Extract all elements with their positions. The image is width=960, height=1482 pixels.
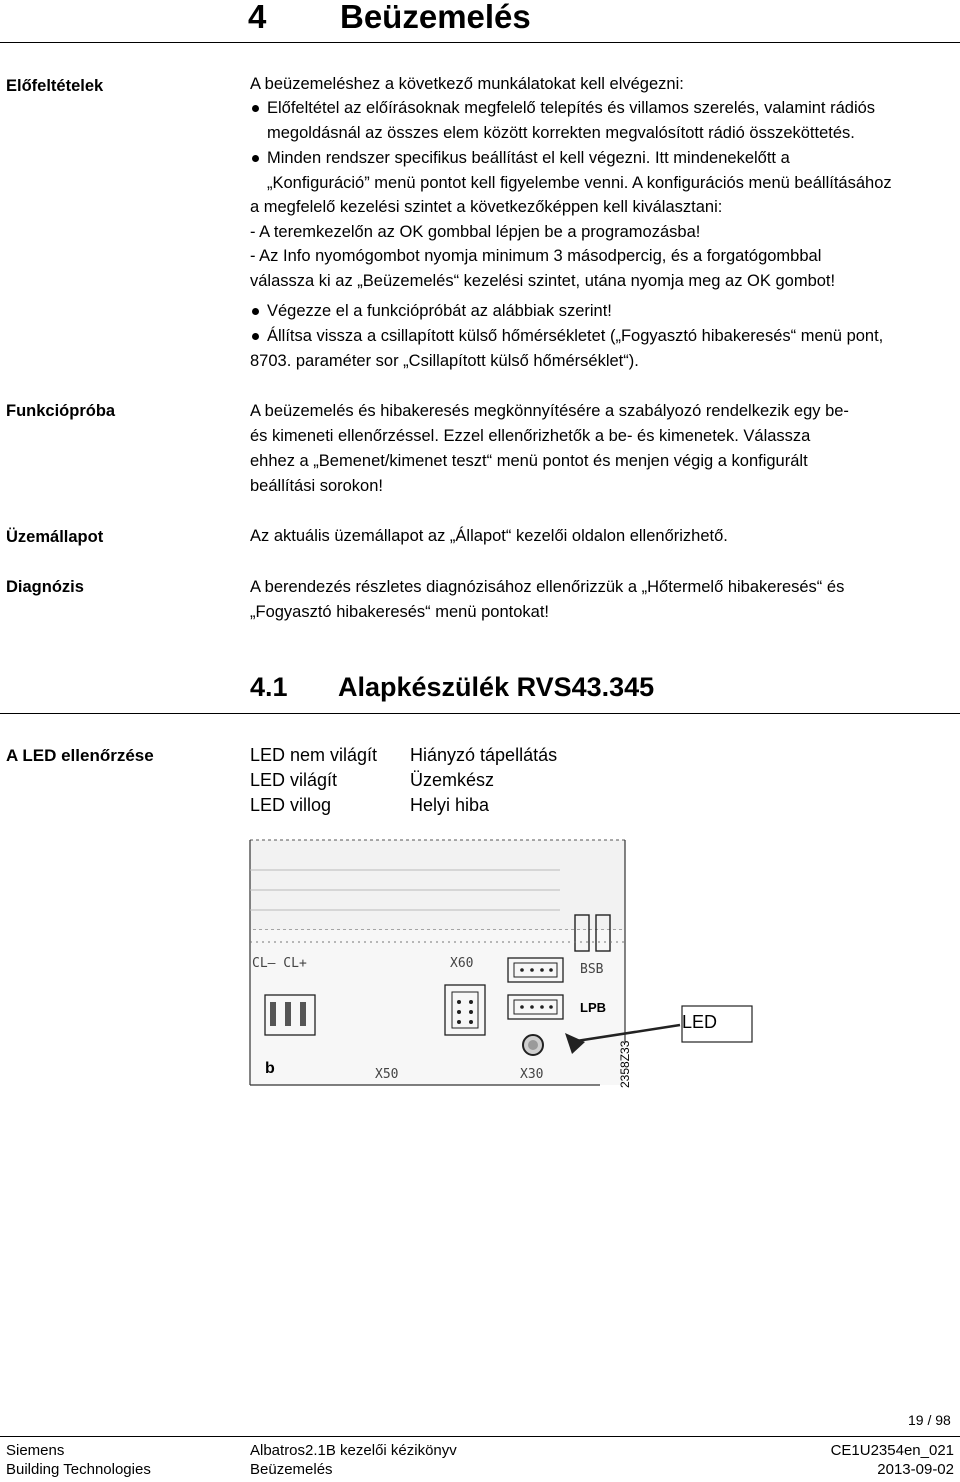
x60-label: X60 <box>450 956 474 971</box>
section-divider <box>0 713 960 714</box>
led-check-label: A LED ellenőrzése <box>6 746 154 765</box>
housing-top-region <box>250 840 625 930</box>
footer-division: Building Technologies <box>6 1461 151 1478</box>
prerequisites-intro: A beüzemeléshez a következő munkálatokat kell elvégezni: <box>250 75 684 93</box>
led-meaning-2: Üzemkész <box>410 770 495 790</box>
function-test-line-3: ehhez a „Bemenet/kimenet teszt“ menü pontot és menjen végig a konfigurált <box>250 452 808 470</box>
b-label: b <box>265 1060 275 1077</box>
diagnosis-line-1: A berendezés részletes diagnózisához ellenőrizzük a „Hőtermelő hibakeresés“ és <box>250 578 845 596</box>
footer-date: 2013-09-02 <box>877 1461 954 1478</box>
led-state-2: LED világít <box>250 770 338 790</box>
footer-doc-id: CE1U2354en_021 <box>830 1442 954 1459</box>
section-title: Alapkészülék RVS43.345 <box>338 672 655 702</box>
chapter-title: Beüzemelés <box>340 0 531 35</box>
chapter-divider <box>0 42 960 43</box>
x30-label: X30 <box>520 1067 544 1082</box>
chapter-number: 4 <box>248 0 267 35</box>
controller-board-diagram <box>240 830 800 1100</box>
diagnosis-label: Diagnózis <box>6 578 84 596</box>
bsb-label: BSB <box>580 962 604 977</box>
prerequisites-label: Előfeltételek <box>6 77 104 95</box>
status-text: Az aktuális üzemállapot az „Állapot“ kezelői oldalon ellenőrizhető. <box>250 527 728 545</box>
footer-chapter: Beüzemelés <box>250 1461 333 1478</box>
board-region <box>250 930 625 1085</box>
status-label: Üzemállapot <box>6 528 104 546</box>
cl-terminal-label: CL– CL+ <box>252 956 307 971</box>
function-test-line-2: és kimeneti ellenőrzéssel. Ezzel ellenőrizhetők a be- és kimenetek. Válassza <box>250 427 811 445</box>
bullet-dot <box>252 333 259 340</box>
footer-company: Siemens <box>6 1442 65 1459</box>
led-callout-label: LED <box>682 1012 718 1032</box>
led-state-1: LED nem világít <box>250 745 378 765</box>
section-number: 4.1 <box>250 672 288 702</box>
footer-manual: Albatros2.1B kezelői kézikönyv <box>250 1442 457 1459</box>
drawing-code-label: 2358Z33 <box>618 1040 632 1088</box>
lpb-label: LPB <box>580 1000 606 1015</box>
led-meaning-1: Hiányzó tápellátás <box>410 745 558 765</box>
x50-label: X50 <box>375 1067 399 1082</box>
bullet-dot <box>252 308 259 315</box>
function-test-line-4: beállítási sorokon! <box>250 477 383 495</box>
footer-divider <box>0 1436 960 1437</box>
bullet-dot <box>252 105 259 112</box>
bullet-dot <box>252 155 259 162</box>
diagnosis-line-2: „Fogyasztó hibakeresés“ menü pontokat! <box>250 603 549 621</box>
function-test-label: Funkciópróba <box>6 402 116 420</box>
function-test-line-1: A beüzemelés és hibakeresés megkönnyítésére a szabályozó rendelkezik egy be- <box>250 402 849 420</box>
page-number: 19 / 98 <box>908 1412 951 1428</box>
led-meaning-3: Helyi hiba <box>410 795 490 815</box>
led-state-3: LED villog <box>250 795 332 815</box>
